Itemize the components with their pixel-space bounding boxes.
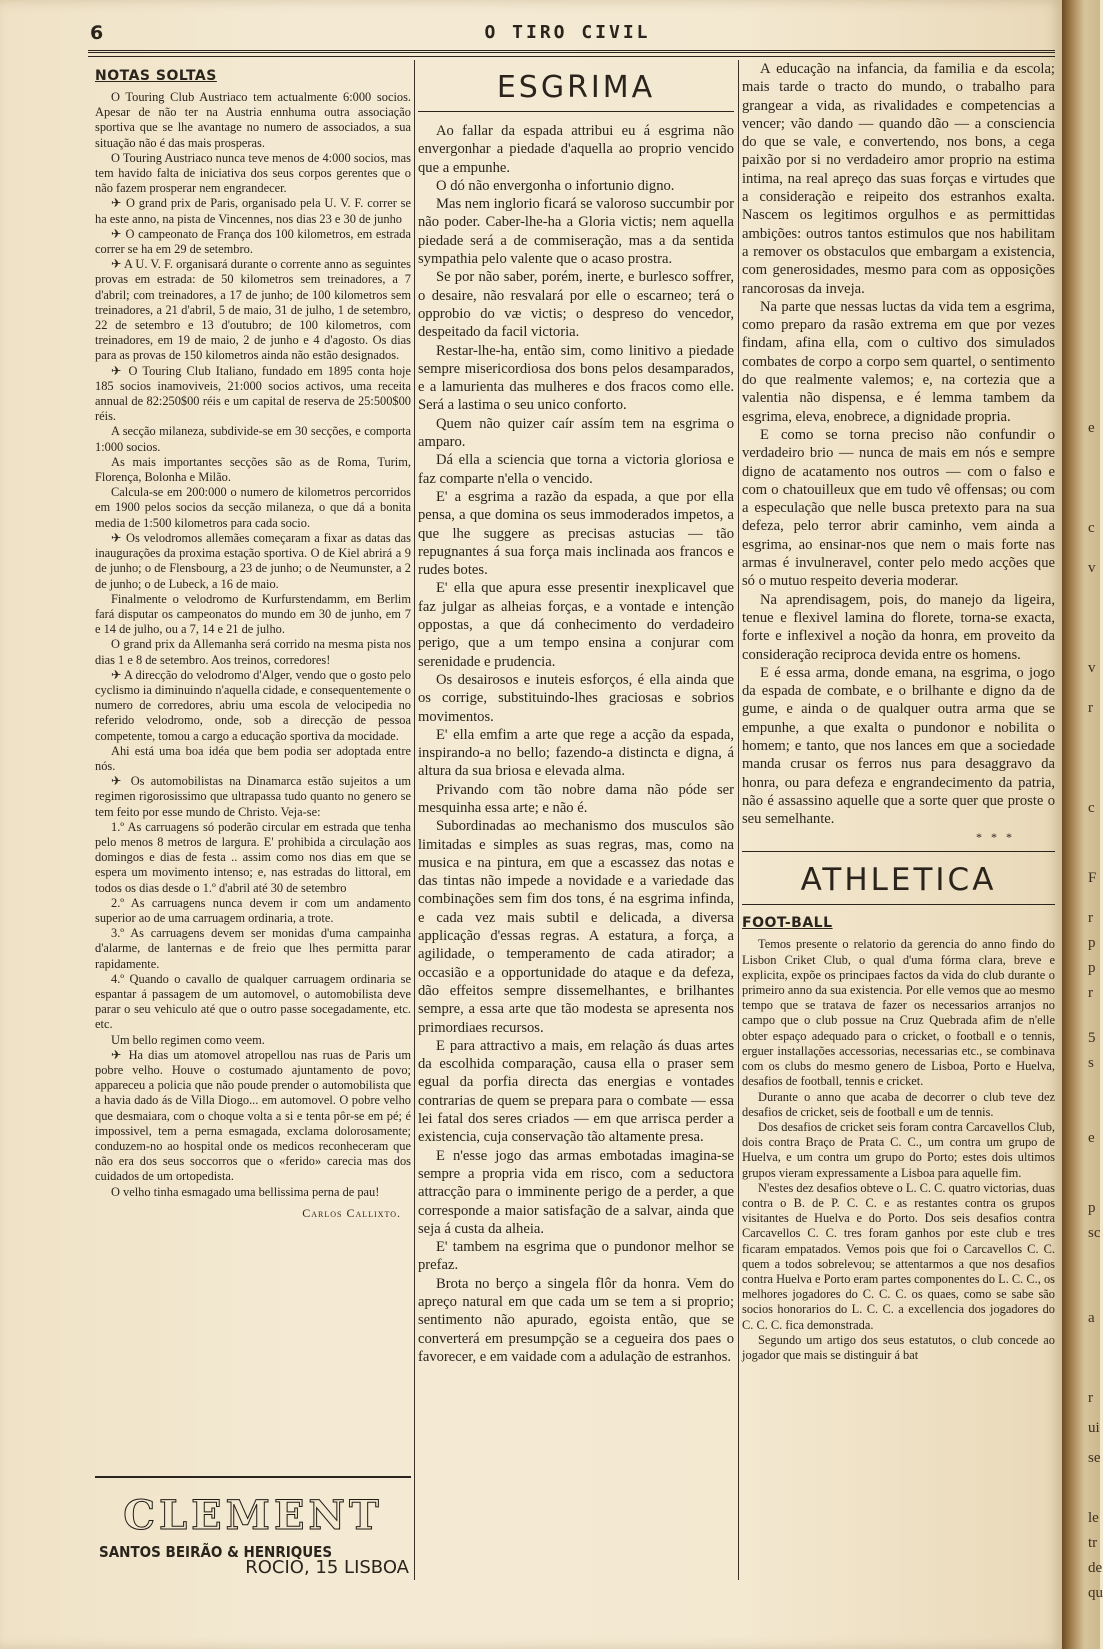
paragraph: ✈ O campeonato de França dos 100 kilometros, em estrada correr se ha em 29 de setembro. bbox=[95, 226, 411, 257]
paragraph: Um bello regimen como veem. bbox=[111, 1032, 265, 1047]
paragraph: E n'esse jogo das armas embotadas imagina-se sempre a propria vida em risco, com a seductora attracção para o imminente perigo de a perder, a que corresponde a maior satisfação de a salvar, ainda que seja á custa da alheia. bbox=[418, 1147, 734, 1237]
paragraph: E' ella emfim a arte que rege a acção da espada, inspirando-a no bello; fazendo-a distincta e digna, á altura da sua briosa e elevada alma. bbox=[418, 726, 734, 780]
paragraph: Durante o anno que acaba de decorrer o club teve dez desafios de cricket, seis de football e um de tennis. bbox=[742, 1089, 1055, 1119]
article-body bbox=[742, 60, 1055, 828]
paragraph: A secção milaneza, subdivide-se em 30 secções, e comporta 1:000 socios. bbox=[95, 424, 411, 454]
paragraph: Ao fallar da espada attribui eu á esgrima não envergonhar a piedade d'aquella ao proprio vencido que a empunhe. bbox=[418, 123, 734, 176]
section-heading: ESGRIMA bbox=[496, 70, 656, 105]
paragraph: Os desairosos e inuteis esforços, é ella ainda que os corrige, substituindo-lhes graciosas e sobrios movimentos. bbox=[418, 671, 734, 725]
paragraph: Dá ella a sciencia que torna a victoria gloriosa e faz comparte n'ella o vencido. bbox=[418, 452, 734, 487]
paragraph: Se por não saber, porém, inerte, e burlesco soffrer, o desaire, não resvalará por elle o escarneo; terá o opprobio do væ victis; o despreso do vencedor, despeitado da facil victoria. bbox=[418, 269, 734, 341]
heading-rule bbox=[418, 111, 734, 112]
notas-soltas-column bbox=[95, 60, 411, 1510]
paragraph: Finalmente o velodromo de Kurfurstendamm, em Berlim fará disputar os campeonatos do mundo em 30 de junho, em 7 e 14 de julho, ou a 7, 14 e 21 de julho. bbox=[95, 591, 411, 637]
paragraph: O dó não envergonha o infortunio digno. bbox=[436, 177, 675, 194]
advertisement bbox=[95, 1476, 411, 1578]
paragraph: E para attractivo a mais, em relação ás duas artes da escolhida comparação, causa ella o praser sem egual da porfia directa das energias e vontades contrarias de quem se prepara para o combate — essa lei fatal dos seres criados — em que arrisca perder a existencia, cuja conservação tão altamente presa. bbox=[418, 1037, 734, 1146]
paragraph: 4.º Quando o cavallo de qualquer carruagem ordinaria se espantar á passagem de um automovel, o automobilista deve parar o seu vehiculo até que o outro passe socegadamente, etc. etc. bbox=[95, 971, 411, 1032]
paragraph: ✈ Ha dias um atomovel atropellou nas ruas de Paris um pobre velho. Houve o costumado ajuntamento de povo; appareceu a policia que não poude prender o automobilista que a havia dado ás de Villa Diogo... em automovel. O pobre velho que desmaiara, com o choque volta a si e tenta pôr-se em pé; é impossivel, tem a perna esmagada, exclama dolorosamente; conduzem-no ao hospital onde os medicos reconheceram que não era dos seus soccorros que o «ferido» carecia mas dos cuidados de um ortopedista. bbox=[95, 1047, 411, 1184]
paragraph: ✈ A direcção do velodromo d'Alger, vendo que o gosto pelo cyclismo ia diminuindo n'aquella cidade, e consequentemente o numero de corredores, abriu uma escola de velocipedia no referido velodromo, onde, sob a direcção de pessoa competente, tomou a cargo a educação sportiva da mocidade. bbox=[95, 667, 411, 743]
ad-address: ROCIO, 15 LISBOA bbox=[245, 1557, 409, 1578]
football-article-body bbox=[742, 937, 1055, 1363]
paragraph: N'estes dez desafios obteve o L. C. C. quatro victorias, duas contra o B. de P. C. C. e as restantes contra os grupos visitantes de Huelva e do Porto. Dos seis desafios contra Carcavellos C. C. tres foram ganhos por este club e tres ficaram empatados. Vemos pois que foi o Carcavellos C. C. quem a todos sobrelevou; se attentarmos a que nos desafios contra Huelva e Porto eram partes componentes do L. C. C., os melhores jogadores do C. C. C. os quaes, como se sabe são socios honorarios do L. C. C. a excellencia dos jogadores do C. C. C. fica demonstrada. bbox=[742, 1180, 1055, 1332]
page-header bbox=[80, 20, 1055, 48]
paragraph: O velho tinha esmagado uma bellissima perna de pau! bbox=[111, 1184, 380, 1199]
publication-title: O TIRO CIVIL bbox=[484, 22, 651, 43]
page-number: 6 bbox=[90, 22, 104, 44]
section-separator: * * * bbox=[976, 830, 1015, 845]
esgrima-column bbox=[418, 60, 734, 1575]
paragraph: Mas nem inglorio ficará se valoroso succumbir por não poder. Caber-lhe-ha a Gloria victis; nem aquella piedade será a de commiseração, mas a da sentida sympathia pelo valente que o acaso prostra. bbox=[418, 196, 734, 268]
paragraph: A educação na infancia, da familia e da escola; mais tarde o tracto do mundo, o trabalho para grangear a vida, as rivalidades e competencias a vencer; vão dando — quando dão — a consciencia do que se vale, e convertendo, nos bons, a cega paixão por si no verdadeiro amor proprio na estima intima, na real apreço das suas forças e virtudes que a consideração e reipeito dos estranhos exalta. Nascem os legitimos orgulhos e as permittidas ambições: outros tantos estimulos que nos habilitam a remover os obstaculos que embargam a existencia, com generosidades, mesmo para com as opposições rancorosas da inveja. bbox=[742, 61, 1055, 297]
heading-rule bbox=[742, 904, 1055, 905]
paragraph: O Touring Club Austriaco tem actualmente 6:000 socios. Apesar de não ter na Austria ennhuma outra associação sportiva que se lhe avantage no numero de associados, a sua situação não é das mais prosperas. bbox=[95, 90, 411, 150]
paragraph: E' a esgrima a razão da espada, a que por ella pensa, a que domina os seus immoderados impetos, a que lhe suggere as precisas astucias — tão repugnantes á sua força mais inclinada aos francos e rudes botes. bbox=[418, 488, 734, 579]
paragraph: Subordinadas ao mechanismo dos musculos são limitadas e simples as suas regras, mas, como na musica e na pintura, em que a escassez das notas e das tintas não impede a novidade e a variedade das combinações sem fim dos tons, é na esgrima infinda, e cada vez mais subtil e delicada, a diversa applicação d'essas regras. A estatura, a força, a agilidade, o temperamento de cada atirador; a occasião e a opportunidade do ataque e da defeza, dão effeitos sempre dissemelhantes, e brilhantes sempre, a essa arte que tão modesta se apresenta nos primordiaes recursos. bbox=[418, 818, 734, 1036]
paragraph: 1.º As carruagens só poderão circular em estrada que tenha pelo menos 8 metros de largura. E' prohibida a circulação aos domingos e dias de festa .. assim como nos dias em que se espera um movimento intenso; e, nas estradas do littoral, em todos os dias desde o 1.º d'abril até 30 de setembro bbox=[95, 819, 411, 895]
paragraph: E' ella que apura esse presentir inexplicavel que faz julgar as alheias forças, e a vontade e intenção oppostas, a que dá conhecimento do verdadeiro perigo, que a um tempo ensina a conjurar com serenidade e prudencia. bbox=[418, 580, 734, 670]
article-body bbox=[95, 90, 411, 1200]
section-heading: NOTAS SOLTAS bbox=[95, 68, 217, 84]
header-rule bbox=[88, 50, 1055, 57]
paragraph: 2.º As carruagens nunca devem ir com um andamento superior ao de uma carruagem ordinaria, a trote. bbox=[95, 895, 411, 925]
paragraph: Segundo um artigo dos seus estatutos, o club concede ao jogador que mais se distinguir á bat bbox=[742, 1332, 1055, 1362]
ad-brand: CLEMENT bbox=[123, 1492, 383, 1539]
paragraph: Temos presente o relatorio da gerencia do anno findo do Lisbon Criket Club, o qual d'uma fórma clara, breve e explicita, expõe os principaes factos da vida do club durante o primeiro anno da sua existencia. Por elle vemos que ao mesmo tempo que se tratava de fazer os necessarios arranjos no campo que o club possue na Cruz Quebrada afim de n'elle obter espaço adequado para o cricket, o football e o tennis, erguer installações accessorias, necessarias etc., se combinava com os clubs do mesmo genero de Lisboa, Porto e Huelva, desafios de football, tennis e cricket. bbox=[742, 937, 1055, 1089]
paragraph: ✈ Os velodromos allemães começaram a fixar as datas das inaugurações da proxima estação sportiva. O de Kiel abrirá a 9 de junho; o de Flensbourg, a 23 de junho; o de Neumunster, a 2 de junho; o de Lubeck, a 16 de maio. bbox=[95, 530, 411, 591]
section-rule bbox=[742, 851, 1055, 852]
ad-subtitle: SANTOS BEIRÃO & HENRIQUES bbox=[99, 1543, 333, 1561]
column-divider bbox=[414, 60, 415, 1580]
paragraph: Na aprendisagem, pois, do manejo da ligeira, tenue e flexivel lamina do florete, torna-se exacta, forte e inflexivel a noção da honra, em proveito da consideração reciproca devida entre os homens. bbox=[742, 591, 1055, 663]
paragraph: As mais importantes secções são as de Roma, Turim, Florença, Bolonha e Milão. bbox=[95, 454, 411, 485]
paragraph: O grand prix da Allemanha será corrido na mesma pista nos dias 1 e 8 de setembro. Aos treinos, corredores! bbox=[95, 637, 411, 667]
paragraph: ✈ O grand prix de Paris, organisado pela U. V. F. correr se ha este anno, na pista de Vincennes, nos dias 23 e 30 de junho bbox=[95, 196, 411, 226]
paragraph: 3.º As carruagens devem ser monidas d'uma campainha d'alarme, de lanternas e de freio que lhes permitta parar rapidamente. bbox=[95, 926, 411, 971]
paragraph: E como se torna preciso não confundir o verdadeiro brio — nunca de mais em nós e sempre digno de acatamento nos outros — com o falso e com o chatouilleux que em tudo vê offensas; ou com a especulação que nelle busca pretexto para na sua defeza, pelo terror abrir caminho, vem ainda a esgrima, ao ensinar-nos que nem o mais forte nas armas é invulneravel, conter pelo medo acções que só o mutuo respeito deveria moderar. bbox=[742, 426, 1055, 590]
third-column bbox=[742, 60, 1055, 1580]
paragraph: Calcula-se em 200:000 o numero de kilometros percorridos em 1900 pelos socios da secção milaneza, o que dá a bonita media de 1:500 kilometros para cada socio. bbox=[95, 485, 411, 530]
paragraph: ✈ A U. V. F. organisará durante o corrente anno as seguintes provas em estrada: de 50 kilometros sem treinadores, a 7 d'abril; com treinadores, a 17 de junho; de 100 kilometros sem treinadores, a 21 d'abril, 5 de maio, 31 de julho, 1 de setembro, 22 de setembro e 13 d'outubro; de 100 kilometros, com treinadores, em 19 de maio, 2 de junho e 4 d'agosto. Os dias para as provas de 150 kilometros ainda não estão designados. bbox=[95, 257, 411, 363]
article-body bbox=[418, 122, 734, 1366]
paragraph: ✈ Os automobilistas na Dinamarca estão sujeitos a um regimen rigorosissimo que ultrapassa tudo quanto no genero se tem feito por esse mundo de Christo. Veja-se: bbox=[95, 774, 411, 819]
paragraph: Brota no berço a singela flôr da honra. Vem do apreço natural em que cada um se tem a si proprio; sentimento não apurado, egoista então, que se converterá em presumpção se a cegueira dos paes o favorecer, e em vaidade com a adulação de estranhos. bbox=[418, 1275, 734, 1365]
paragraph: Ahi está uma boa idéa que bem podia ser adoptada entre nós. bbox=[95, 743, 411, 773]
paragraph: O Touring Austriaco nunca teve menos de 4:000 socios, mas tem havido falta de iniciativa dos seus corpos gerentes que o não fazem prosperar nem engrandecer. bbox=[95, 150, 411, 196]
paragraph: Restar-lhe-ha, então sim, como linitivo a piedade sempre misericordiosa dos bons pelos desamparados, e a lamurienta das mulheres e dos fracos como elle. Será a lastima o seu unico conforto. bbox=[418, 342, 734, 414]
binding-edge-text: e c v v r c F r p p r 5 s e p sc a r ui se le tr de qu bbox=[1088, 420, 1103, 1601]
paragraph: E' tambem na esgrima que o pundonor melhor se prefaz. bbox=[418, 1239, 734, 1274]
paragraph: Na parte que nessas luctas da vida tem a esgrima, como preparo da rasão extrema em que por vezes findam, afina ella, com o cultivo dos simulados combates de corpo a corpo sem quartel, o sentimento do que realmente valemos; e, na cortezia que a valentia não dispensa, e é lemma tambem da esgrima, eleva, enobrece, a dignidade propria. bbox=[742, 298, 1055, 425]
author-signature: Carlos Callixto. bbox=[302, 1205, 401, 1220]
paragraph: Dos desafios de cricket seis foram contra Carcavellos Club, dois contra Braço de Prata C. C., um contra um grupo de Huelva, e um contra um grupo do Porto; estes dois ultimos grupos vieram expressamente a Lisboa para aquelle fim. bbox=[742, 1119, 1055, 1180]
column-divider bbox=[738, 60, 739, 1580]
subsection-heading: FOOT-BALL bbox=[742, 915, 833, 932]
paragraph: ✈ O Touring Club Italiano, fundado em 1895 conta hoje 185 socios inamoviveis, 21:000 socios activos, uma receita annual de 82:250$00 réis e um capital de reserva de 25:500$00 réis. bbox=[95, 363, 411, 424]
paragraph: Privando com tão nobre dama não póde ser mesquinha essa arte; e não é. bbox=[418, 781, 734, 816]
paragraph: Quem não quizer caír assím tem na esgrima o amparo. bbox=[418, 415, 734, 451]
paragraph: E é essa arma, donde emana, na esgrima, o jogo da espada de combate, e o brilhante e digno da de gume, e ainda o de qualquer outra arma que se empunhe, a que exalta o pundonor e nobilita o homem; e tanto, que nos lances em que a sociedade manda crusar os ferros nus para desaggravo da honra, ou para defeza e engrandecimento da patria, não é assassino aquelle que a sorte quer que proste o seu semelhante. bbox=[742, 664, 1055, 828]
section-heading: ATHLETICA bbox=[800, 862, 997, 899]
